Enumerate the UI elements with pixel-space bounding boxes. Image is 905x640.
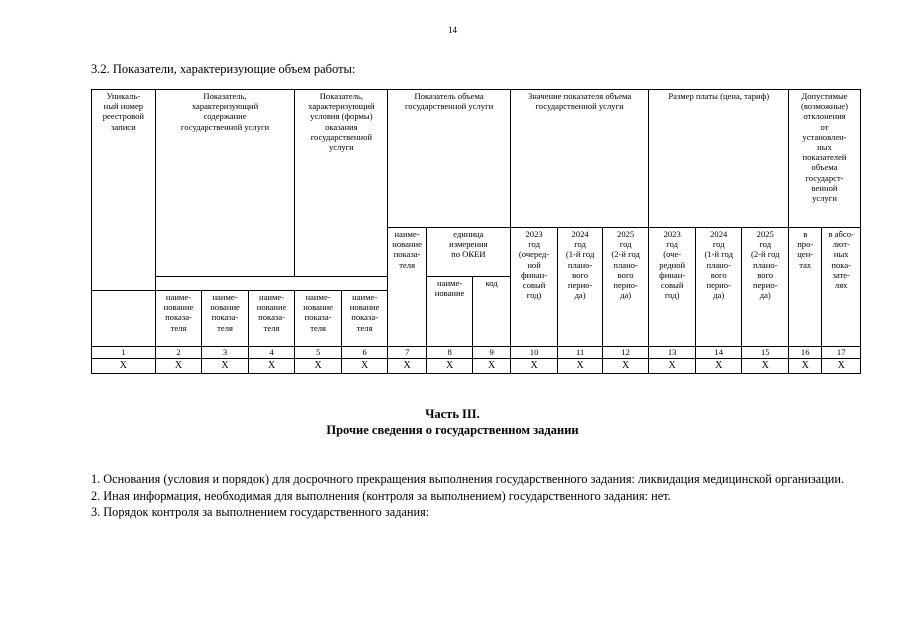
- part-heading: [0, 406, 905, 438]
- table-row: [92, 359, 861, 374]
- column-number: 2: [155, 347, 202, 359]
- column-number: 14: [695, 347, 742, 359]
- header-sub-name: наиме- нование показа- теля: [341, 291, 388, 347]
- header-volume-value: Значение показателя объема государственной услуги: [510, 90, 649, 228]
- column-number: 10: [510, 347, 558, 359]
- header-unit-name: наиме- нование: [426, 277, 473, 347]
- table-cell: Х: [426, 359, 473, 374]
- part-title: Часть III.: [425, 407, 480, 421]
- header-registry-blank: [92, 291, 156, 347]
- column-number: 7: [388, 347, 426, 359]
- other-info-list: [91, 471, 866, 521]
- header-volume-indicator: Показатель объема государственной услуги: [388, 90, 510, 228]
- header-deviation-percent: в про- цен- тах: [789, 228, 822, 347]
- header-deviation-absolute: в абсо- лют- ных пока- зате- лях: [822, 228, 861, 347]
- list-item: 1. Основания (условия и порядок) для досрочного прекращения выполнения государственного задания: ликвидация медицинской организации.: [91, 472, 845, 486]
- column-number: 16: [789, 347, 822, 359]
- column-number: 9: [473, 347, 510, 359]
- header-okei-unit: единица измерения по ОКЕИ: [426, 228, 510, 277]
- header-unit-code: код: [473, 277, 510, 347]
- column-number: 17: [822, 347, 861, 359]
- list-item: 2. Иная информация, необходимая для выполнения (контроля за выполнением) государственного задания: нет.: [91, 488, 671, 503]
- column-number: 12: [602, 347, 649, 359]
- table-cell: Х: [248, 359, 295, 374]
- header-sub-name: наиме- нование показа- теля: [202, 291, 249, 347]
- column-number: 8: [426, 347, 473, 359]
- header-fee-2025: 2025 год (2-й год плано- вого перио- да): [742, 228, 789, 347]
- table-cell: Х: [649, 359, 696, 374]
- header-value-2024: 2024 год (1-й год плано- вого перио- да): [558, 228, 603, 347]
- table-cell: Х: [473, 359, 510, 374]
- table-cell: Х: [602, 359, 649, 374]
- section-heading: 3.2. Показатели, характеризующие объем работы:: [91, 62, 356, 76]
- column-number: 1: [92, 347, 156, 359]
- header-fee: Размер платы (цена, тариф): [649, 90, 789, 228]
- table-cell: Х: [822, 359, 861, 374]
- table-cell: Х: [789, 359, 822, 374]
- header-content-indicator: Показатель, характеризующий содержание государственной услуги: [155, 90, 295, 277]
- volume-indicators-table: [91, 89, 861, 374]
- column-number: 3: [202, 347, 249, 359]
- header-value-2025: 2025 год (2-й год плано- вого перио- да): [602, 228, 649, 347]
- table-cell: Х: [388, 359, 426, 374]
- table-cell: Х: [695, 359, 742, 374]
- header-sub-name: наиме- нование показа- теля: [248, 291, 295, 347]
- column-number: 6: [341, 347, 388, 359]
- table-cell: Х: [202, 359, 249, 374]
- header-sub-name: наиме- нование показа- теля: [295, 291, 342, 347]
- header-registry-number: Уникаль- ный номер реестровой записи: [92, 90, 156, 291]
- table-cell: Х: [92, 359, 156, 374]
- table-cell: Х: [558, 359, 603, 374]
- column-number-row: [92, 347, 861, 359]
- table-cell: Х: [295, 359, 342, 374]
- header-deviation: Допустимые (возможные) отклонения от установлен- ных показателей объема государст- венной услуги: [789, 90, 861, 228]
- column-number: 5: [295, 347, 342, 359]
- column-number: 15: [742, 347, 789, 359]
- column-number: 11: [558, 347, 603, 359]
- part-subtitle: Прочие сведения о государственном задании: [326, 423, 579, 437]
- column-number: 4: [248, 347, 295, 359]
- header-indicator-name: наиме- нование показа- теля: [388, 228, 426, 347]
- header-value-2023: 2023 год (очеред- ной финан- совый год): [510, 228, 558, 347]
- table-cell: Х: [510, 359, 558, 374]
- list-item: 3. Порядок контроля за выполнением государственного задания:: [91, 505, 430, 519]
- page-number: 14: [448, 25, 457, 35]
- header-sub-name: наиме- нование показа- теля: [155, 291, 202, 347]
- header-fee-2024: 2024 год (1-й год плано- вого перио- да): [695, 228, 742, 347]
- column-number: 13: [649, 347, 696, 359]
- header-conditions-indicator: Показатель, характеризующий условия (формы) оказания государственной услуги: [295, 90, 388, 277]
- header-fee-2023: 2023 год (оче- редной финан- совый год): [649, 228, 696, 347]
- table-cell: Х: [742, 359, 789, 374]
- table-cell: Х: [341, 359, 388, 374]
- table-cell: Х: [155, 359, 202, 374]
